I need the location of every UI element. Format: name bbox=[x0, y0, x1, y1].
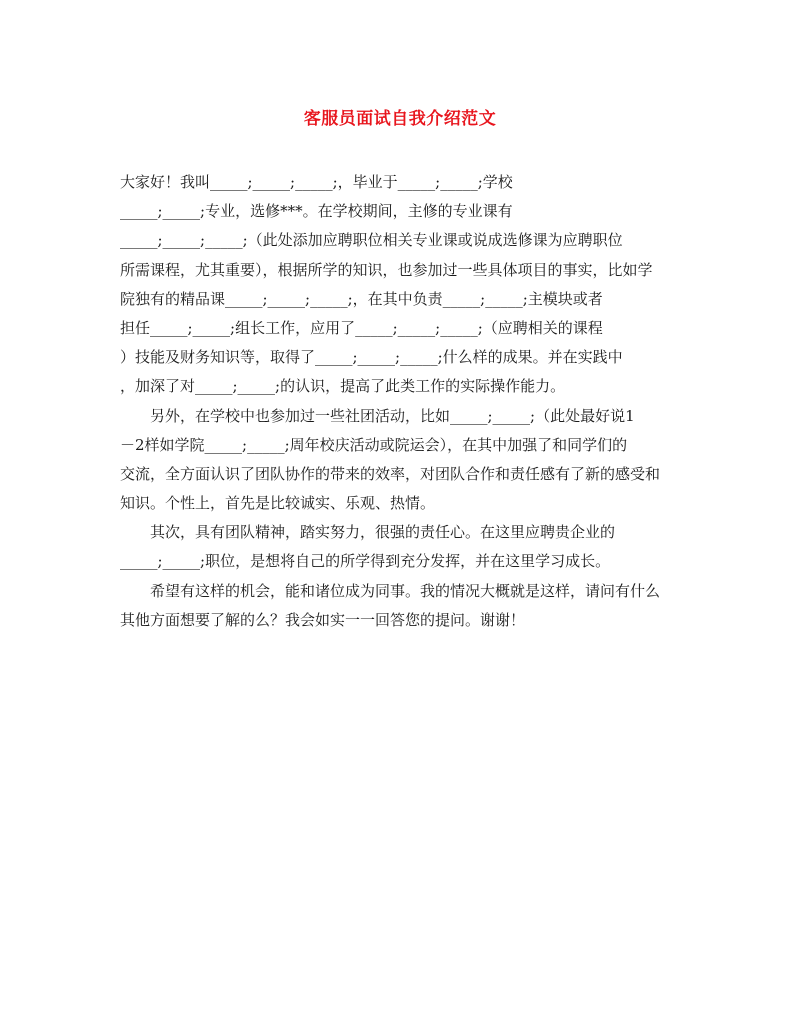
body-line: 院独有的精品课_____;_____;_____;，在其中负责_____;_____;主模块或者 bbox=[120, 289, 603, 308]
body-line: 所需课程，尤其重要），根据所学的知识，也参加过一些具体项目的事实，比如学 bbox=[120, 260, 653, 279]
body-line: 其他方面想要了解的么？我会如实一一回答您的提问。谢谢！ bbox=[120, 610, 526, 629]
document-title: 客服员面试自我介绍范文 bbox=[303, 109, 497, 129]
paragraph-start-line: 其次，具有团队精神，踏实努力，很强的责任心。在这里应聘贵企业的 bbox=[150, 523, 616, 542]
body-line: 大家好！我叫_____;_____;_____;，毕业于_____;_____;学校 bbox=[120, 173, 513, 191]
body-line: ，加深了对_____;_____;的认识，提高了此类工作的实际操作能力。 bbox=[120, 377, 566, 396]
body-line: －2样如学院_____;_____;周年校庆活动或院运会），在其中加强了和同学们的 bbox=[120, 435, 628, 454]
body-line: _____;_____;_____;（此处添加应聘职位相关专业课或说成选修课为应聘职位 bbox=[120, 231, 623, 250]
body-line: ）技能及财务知识等，取得了_____;_____;_____;什么样的成果。并在实践中 bbox=[120, 348, 623, 367]
body-line: _____;_____;专业，选修***。在学校期间，主修的专业课有 bbox=[120, 202, 513, 221]
document-body bbox=[120, 168, 690, 635]
body-line: 知识。个性上，首先是比较诚实、乐观、热情。 bbox=[120, 494, 436, 513]
body-line: 交流，全方面认识了团队协作的带来的效率，对团队合作和责任感有了新的感受和 bbox=[120, 464, 661, 483]
body-line: _____;_____;职位，是想将自己的所学得到充分发挥，并在这里学习成长。 bbox=[120, 552, 611, 571]
body-line: 担任_____;_____;组长工作，应用了_____;_____;_____;（应聘相关的课程 bbox=[120, 318, 603, 337]
paragraph-start-line: 另外，在学校中也参加过一些社团活动，比如_____;_____;（此处最好说1 bbox=[150, 406, 635, 425]
paragraph-start-line: 希望有这样的机会，能和诸位成为同事。我的情况大概就是这样，请问有什么 bbox=[150, 581, 661, 600]
